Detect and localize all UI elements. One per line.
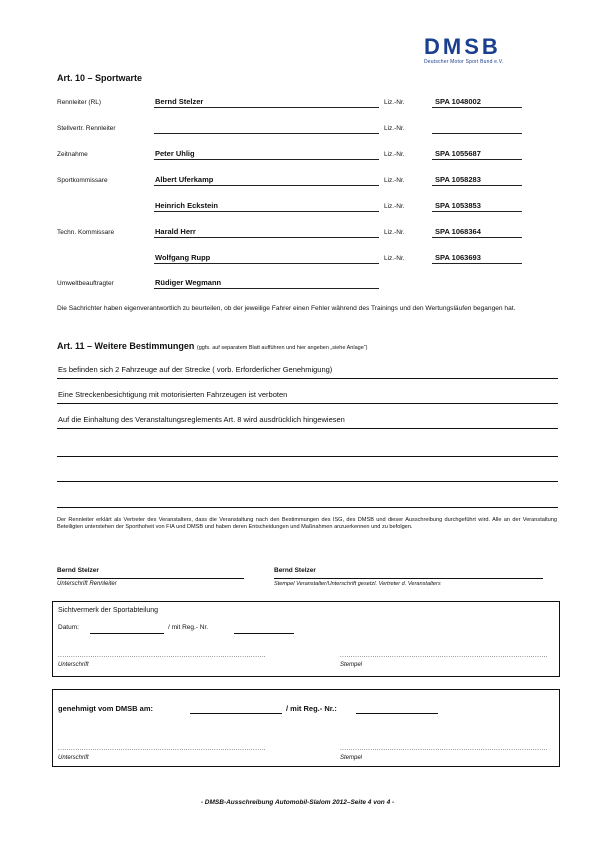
art11-note: (ggfs. auf separatem Blatt aufführen und hier angeben „siehe Anlage“)	[196, 345, 368, 351]
sichtvermerk-title: Sichtvermerk der Sportabteilung	[58, 607, 158, 614]
art10-title: Art. 10 – Sportwarte	[57, 73, 143, 83]
umwelt-label: Umweltbeauftragter	[57, 280, 114, 287]
art11-title	[57, 341, 367, 351]
box1-unterschrift-label: Unterschrift	[58, 662, 89, 668]
sportwart-name-field[interactable]: Albert Uferkamp	[154, 175, 379, 186]
signature-right-line[interactable]	[274, 578, 543, 579]
sportwart-name-field[interactable]: Wolfgang Rupp	[154, 253, 379, 264]
liz-nr-field[interactable]: SPA 1055687	[432, 149, 522, 160]
liz-nr-label: Liz.-Nr.	[384, 203, 405, 210]
bestimmung-line[interactable]: Auf die Einhaltung des Veranstaltungsreglements Art. 8 wird ausdrücklich hingewiesen	[57, 415, 558, 429]
sportwart-name-field[interactable]: Bernd Stelzer	[154, 97, 379, 108]
reg-nr-field[interactable]	[234, 633, 294, 634]
bestimmung-line[interactable]	[57, 468, 558, 482]
liz-nr-field[interactable]: SPA 1063693	[432, 253, 522, 264]
sportwart-role: Rennleiter (RL)	[57, 99, 102, 106]
sportwart-row	[57, 175, 557, 187]
sportwart-role: Stellvertr. Rennleiter	[57, 125, 116, 132]
sichtvermerk-box	[52, 601, 560, 677]
page-footer: - DMSB-Ausschreibung Automobil-Slalom 2012–Seite 4 von 4 -	[200, 799, 395, 806]
sportwart-row	[57, 123, 557, 135]
liz-nr-label: Liz.-Nr.	[384, 229, 405, 236]
sichtvermerk-datum-label	[58, 624, 79, 631]
genehmigt-box	[52, 689, 560, 767]
sportwart-role: Zeitnahme	[57, 151, 88, 158]
liz-nr-field[interactable]: SPA 1048002	[432, 97, 522, 108]
sportwart-role: Techn. Kommissare	[57, 229, 115, 236]
sportwart-role: Sportkommissare	[57, 177, 108, 184]
sportwart-name-field[interactable]: Harald Herr	[154, 227, 379, 238]
signature-left-name: Bernd Stelzer	[57, 567, 99, 574]
genehmigt-label: genehmigt vom DMSB am:	[58, 704, 154, 713]
liz-nr-field[interactable]: SPA 1058283	[432, 175, 522, 186]
genehmigt-datum-field[interactable]	[190, 713, 282, 714]
declaration-text: Der Rennleiter erklärt als Vertreter des Veranstalters, dass die Veranstaltung nach den Bestimmungen des ISG, des DMSB und dieser Ausschreibung durchgeführt wird. Alle an der Veranstaltung Beteiligten unterstehen der Sporthoheit von FIA und DMSB und haben deren Entscheidungen und Maßnahmen anzuerkennen und zu befolgen.	[57, 517, 557, 531]
bestimmung-line[interactable]	[57, 494, 558, 508]
bestimmung-line[interactable]: Es befinden sich 2 Fahrzeuge auf der Strecke ( vorb. Erforderlicher Genehmigung)	[57, 365, 558, 379]
box2-stempel-label: Stempel	[340, 755, 363, 761]
signature-right-name: Bernd Stelzer	[274, 567, 316, 574]
bestimmung-line[interactable]	[57, 443, 558, 457]
sportwart-row	[57, 97, 557, 109]
genehmigt-reg-field[interactable]	[356, 713, 438, 714]
box1-left-dots[interactable]: ................................................................................................	[58, 653, 267, 659]
signature-left-caption: Unterschrift Rennleiter	[57, 581, 117, 587]
signature-right-caption: Stempel Veranstalter/Unterschrift gesetzl. Vertreter d. Veranstalters	[274, 581, 441, 587]
sportwart-row	[57, 227, 557, 239]
dmsb-logo	[424, 36, 546, 66]
liz-nr-field[interactable]	[432, 123, 522, 134]
logo-wordmark: DMSB	[424, 34, 501, 59]
box1-stempel-label: Stempel	[340, 662, 363, 668]
liz-nr-field[interactable]: SPA 1068364	[432, 227, 522, 238]
sichtvermerk-reg-label: / mit Reg.- Nr.	[168, 624, 209, 631]
sportwart-name-field[interactable]: Peter Uhlig	[154, 149, 379, 160]
genehmigt-reg-label: / mit Reg.- Nr.:	[286, 704, 337, 713]
umwelt-name[interactable]: Rüdiger Wegmann	[154, 278, 379, 289]
liz-nr-field[interactable]: SPA 1053853	[432, 201, 522, 212]
logo-tagline: Deutscher Motor Sport Bund e.V.	[424, 59, 504, 65]
sachrichter-paragraph: Die Sachrichter haben eigenverantwortlich zu beurteilen, ob der jeweilige Fahrer einen Fehler während des Trainings und den Wertungsläufen begangen hat.	[57, 305, 516, 312]
sportwart-row	[57, 253, 557, 265]
liz-nr-label: Liz.-Nr.	[384, 99, 405, 106]
box2-unterschrift-label: Unterschrift	[58, 755, 89, 761]
liz-nr-label: Liz.-Nr.	[384, 151, 405, 158]
sportwart-name-field[interactable]: Heinrich Eckstein	[154, 201, 379, 212]
sportwart-name-field[interactable]	[154, 123, 379, 134]
signature-left-line[interactable]	[57, 578, 244, 579]
box2-right-dots[interactable]: ................................................................................................	[340, 746, 549, 752]
box2-left-dots[interactable]: ................................................................................................	[58, 746, 267, 752]
art11-title-text: Art. 11 – Weitere Bestimmungen	[57, 341, 195, 351]
liz-nr-label: Liz.-Nr.	[384, 255, 405, 262]
datum-field[interactable]	[90, 633, 164, 634]
datum-label: Datum:	[58, 624, 79, 631]
liz-nr-label: Liz.-Nr.	[384, 177, 405, 184]
box1-right-dots[interactable]: ................................................................................................	[340, 653, 549, 659]
sportwart-row	[57, 201, 557, 213]
umwelt-row	[57, 278, 557, 290]
bestimmung-line[interactable]: Eine Streckenbesichtigung mit motorisierten Fahrzeugen ist verboten	[57, 390, 558, 404]
liz-nr-label: Liz.-Nr.	[384, 125, 405, 132]
sportwart-row	[57, 149, 557, 161]
